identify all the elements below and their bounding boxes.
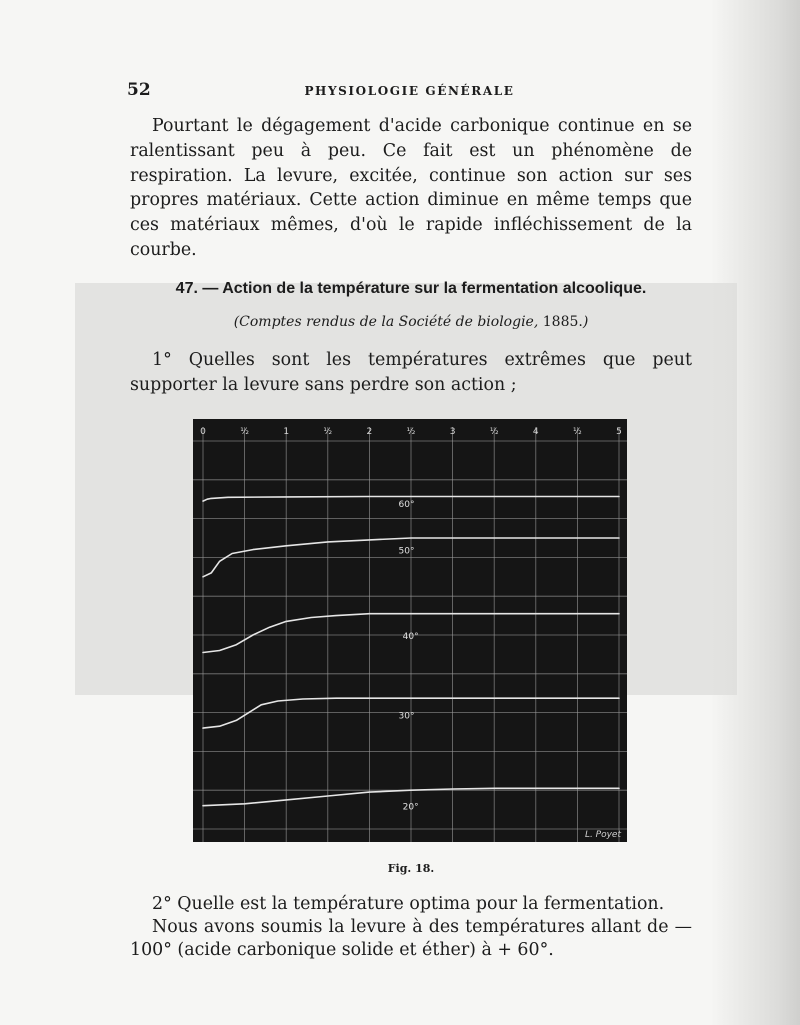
- page-number: 52: [127, 80, 151, 100]
- running-title: PHYSIOLOGIE GÉNÉRALE: [304, 84, 515, 98]
- curve-label: 50°: [398, 546, 415, 557]
- figure-18: [193, 419, 627, 842]
- paragraph-question-2: 2° Quelle est la température optima pour la fermentation.: [152, 894, 665, 914]
- x-tick-label: 1: [283, 427, 290, 437]
- figure-caption: Fig. 18.: [387, 862, 435, 875]
- x-tick-label: 5: [616, 427, 622, 437]
- x-tick-label: 0: [200, 427, 206, 437]
- section-heading: 47. — Action de la température sur la fermentation alcoolique.: [175, 280, 647, 297]
- chart-background: [193, 419, 627, 842]
- curve-label: 30°: [398, 711, 415, 722]
- x-tick-label: ½: [573, 427, 582, 437]
- temperature-curves-chart: [193, 419, 627, 842]
- paragraph-respiration: Pourtant le dégagement d'acide carbonique continue en se ralentissant peu à peu. Ce fait est un phénomène de respiration. La levure, excitée, continue son action sur ses propres matériaux. Cette action diminue en même temps que ces matériaux mêmes, d'où le rapide infléchissement de la courbe.: [130, 116, 692, 260]
- citation: (Comptes rendus de la Société de biologie, 1885.): [233, 314, 589, 330]
- curve-label: 40°: [402, 631, 419, 642]
- x-tick-label: ½: [240, 427, 249, 437]
- page-edge-shadow: [710, 0, 800, 1025]
- paragraph-experiment: Nous avons soumis la levure à des températures allant de — 100° (acide carbonique solide et éther) à + 60°.: [130, 917, 692, 960]
- x-tick-label: 2: [366, 427, 373, 437]
- citation-source: Comptes rendus de la Société de biologie,: [239, 314, 539, 330]
- x-tick-label: ½: [323, 427, 333, 437]
- artist-signature: L. Poyet: [584, 830, 621, 840]
- x-tick-label: 3: [449, 427, 456, 437]
- page-header: [127, 80, 692, 104]
- x-tick-label: ½: [489, 427, 499, 437]
- curve-label: 60°: [398, 499, 415, 510]
- paragraph-question-1: 1° Quelles sont les températures extrêmes que peut supporter la levure sans perdre son action ;: [130, 350, 692, 395]
- x-tick-label: 4: [532, 427, 539, 437]
- x-tick-label: ½: [406, 427, 416, 437]
- citation-year: 1885.: [542, 314, 583, 330]
- curve-label: 20°: [402, 802, 419, 813]
